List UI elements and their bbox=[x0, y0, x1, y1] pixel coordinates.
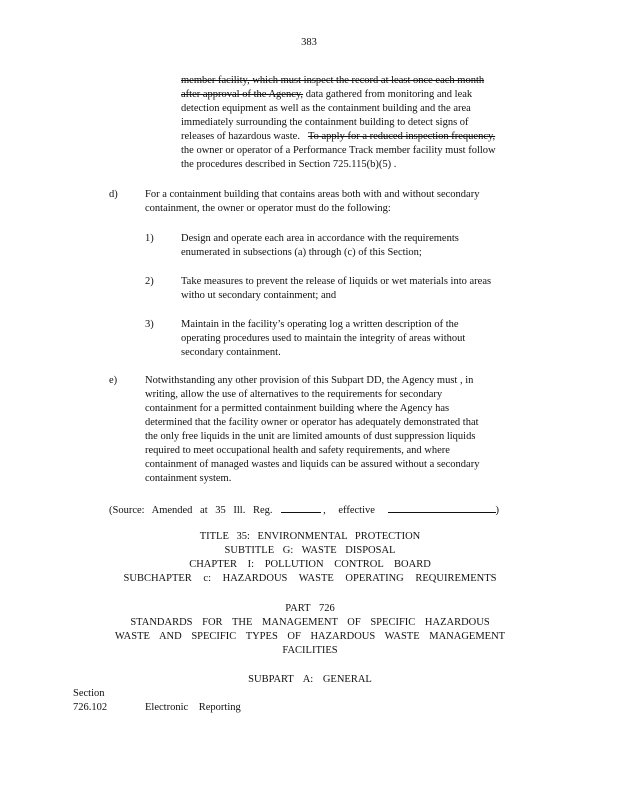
source-effective: , effective bbox=[323, 505, 375, 516]
source-prefix: (Source: Amended at 35 Ill. Reg. bbox=[109, 505, 273, 516]
text-line: immediately surrounding the containment building to detect signs of bbox=[181, 117, 469, 128]
chapter-heading: CHAPTER I: POLLUTION CONTROL BOARD bbox=[189, 559, 431, 570]
text: data gathered from monitoring and leak bbox=[303, 89, 473, 100]
effective-date-blank bbox=[388, 502, 496, 513]
text-line: secondary containment. bbox=[181, 347, 281, 358]
subpart-heading: SUBPART A: GENERAL bbox=[248, 674, 372, 685]
text-line: the owner or operator of a Performance Track member facility must follow bbox=[181, 145, 496, 156]
text-line: containment for a permitted containment building where the Agency has bbox=[145, 403, 450, 414]
part-title-line1: STANDARDS FOR THE MANAGEMENT OF SPECIFIC HAZARDOUS bbox=[130, 617, 490, 628]
item-d2-text bbox=[181, 275, 532, 303]
text-line bbox=[181, 74, 538, 88]
part-title-line3: FACILITIES bbox=[282, 645, 338, 656]
struck-text: member facility, which must inspect the record at least once each month bbox=[181, 75, 485, 86]
item-d1-label: 1) bbox=[145, 233, 154, 244]
page-number: 383 bbox=[301, 37, 317, 48]
item-d2-label: 2) bbox=[145, 276, 154, 287]
register-blank bbox=[281, 502, 321, 513]
struck-text: To apply for a reduced inspection frequency, bbox=[307, 131, 496, 142]
source-note bbox=[109, 502, 499, 518]
text-line: containment system. bbox=[145, 473, 232, 484]
text-line: Notwithstanding any other provision of this Subpart DD, the Agency must , in bbox=[145, 375, 474, 386]
item-d3-label: 3) bbox=[145, 319, 154, 330]
item-d1-text bbox=[181, 232, 488, 260]
toc-section-header: Section bbox=[73, 688, 105, 699]
text-line: Take measures to prevent the release of liquids or wet materials into areas bbox=[181, 276, 492, 287]
struck-text: after approval of the Agency, bbox=[181, 89, 304, 100]
subtitle-heading: SUBTITLE G: WASTE DISPOSAL bbox=[224, 545, 396, 556]
text-line bbox=[181, 88, 538, 102]
text-line: Maintain in the facility’s operating log a written description of the bbox=[181, 319, 459, 330]
text-line: enumerated in subsections (a) through (c) of this Section; bbox=[181, 247, 422, 258]
toc-section-number: 726.102 bbox=[73, 702, 108, 713]
text-line: required to meet occupational health and safety requirements, and where bbox=[145, 445, 450, 456]
text-line: Design and operate each area in accordance with the requirements bbox=[181, 233, 459, 244]
text-line: the only free liquids in the unit are limited amounts of dust suppression liquids bbox=[145, 431, 476, 442]
item-e-text bbox=[145, 374, 518, 486]
part-heading: PART 726 bbox=[285, 603, 335, 614]
text-line: writing, allow the use of alternatives to the requirements for secondary bbox=[145, 389, 443, 400]
text-line: For a containment building that contains areas both with and without secondary bbox=[145, 189, 480, 200]
title-heading: TITLE 35: ENVIRONMENTAL PROTECTION bbox=[199, 531, 421, 542]
text-line: operating procedures used to maintain the integrity of areas without bbox=[181, 333, 466, 344]
text-line bbox=[181, 130, 538, 144]
part-title-line2: WASTE AND SPECIFIC TYPES OF HAZARDOUS WASTE MANAGEMENT bbox=[114, 631, 506, 642]
source-suffix: ) bbox=[495, 505, 500, 516]
item-d3-text bbox=[181, 318, 499, 360]
text-line: detection equipment as well as the containment building and the area bbox=[181, 103, 471, 114]
item-d-text bbox=[145, 188, 520, 216]
text: releases of hazardous waste. bbox=[181, 131, 300, 142]
item-e-label: e) bbox=[109, 375, 118, 386]
text-line: witho ut secondary containment; and bbox=[181, 290, 337, 301]
text-line: determined that the facility owner or operator has adequately demonstrated that bbox=[145, 417, 479, 428]
subchapter-heading: SUBCHAPTER c: HAZARDOUS WASTE OPERATING REQUIREMENTS bbox=[123, 573, 497, 584]
toc-section-title: Electronic Reporting bbox=[145, 702, 241, 713]
text-line: the procedures described in Section 725.115(b)(5) . bbox=[181, 159, 397, 170]
text-line: containment, the owner or operator must do the following: bbox=[145, 203, 391, 214]
text-line: containment of managed wastes and liquids can be assured without a secondary bbox=[145, 459, 480, 470]
item-d-label: d) bbox=[109, 189, 118, 200]
continuation-paragraph bbox=[181, 74, 538, 172]
